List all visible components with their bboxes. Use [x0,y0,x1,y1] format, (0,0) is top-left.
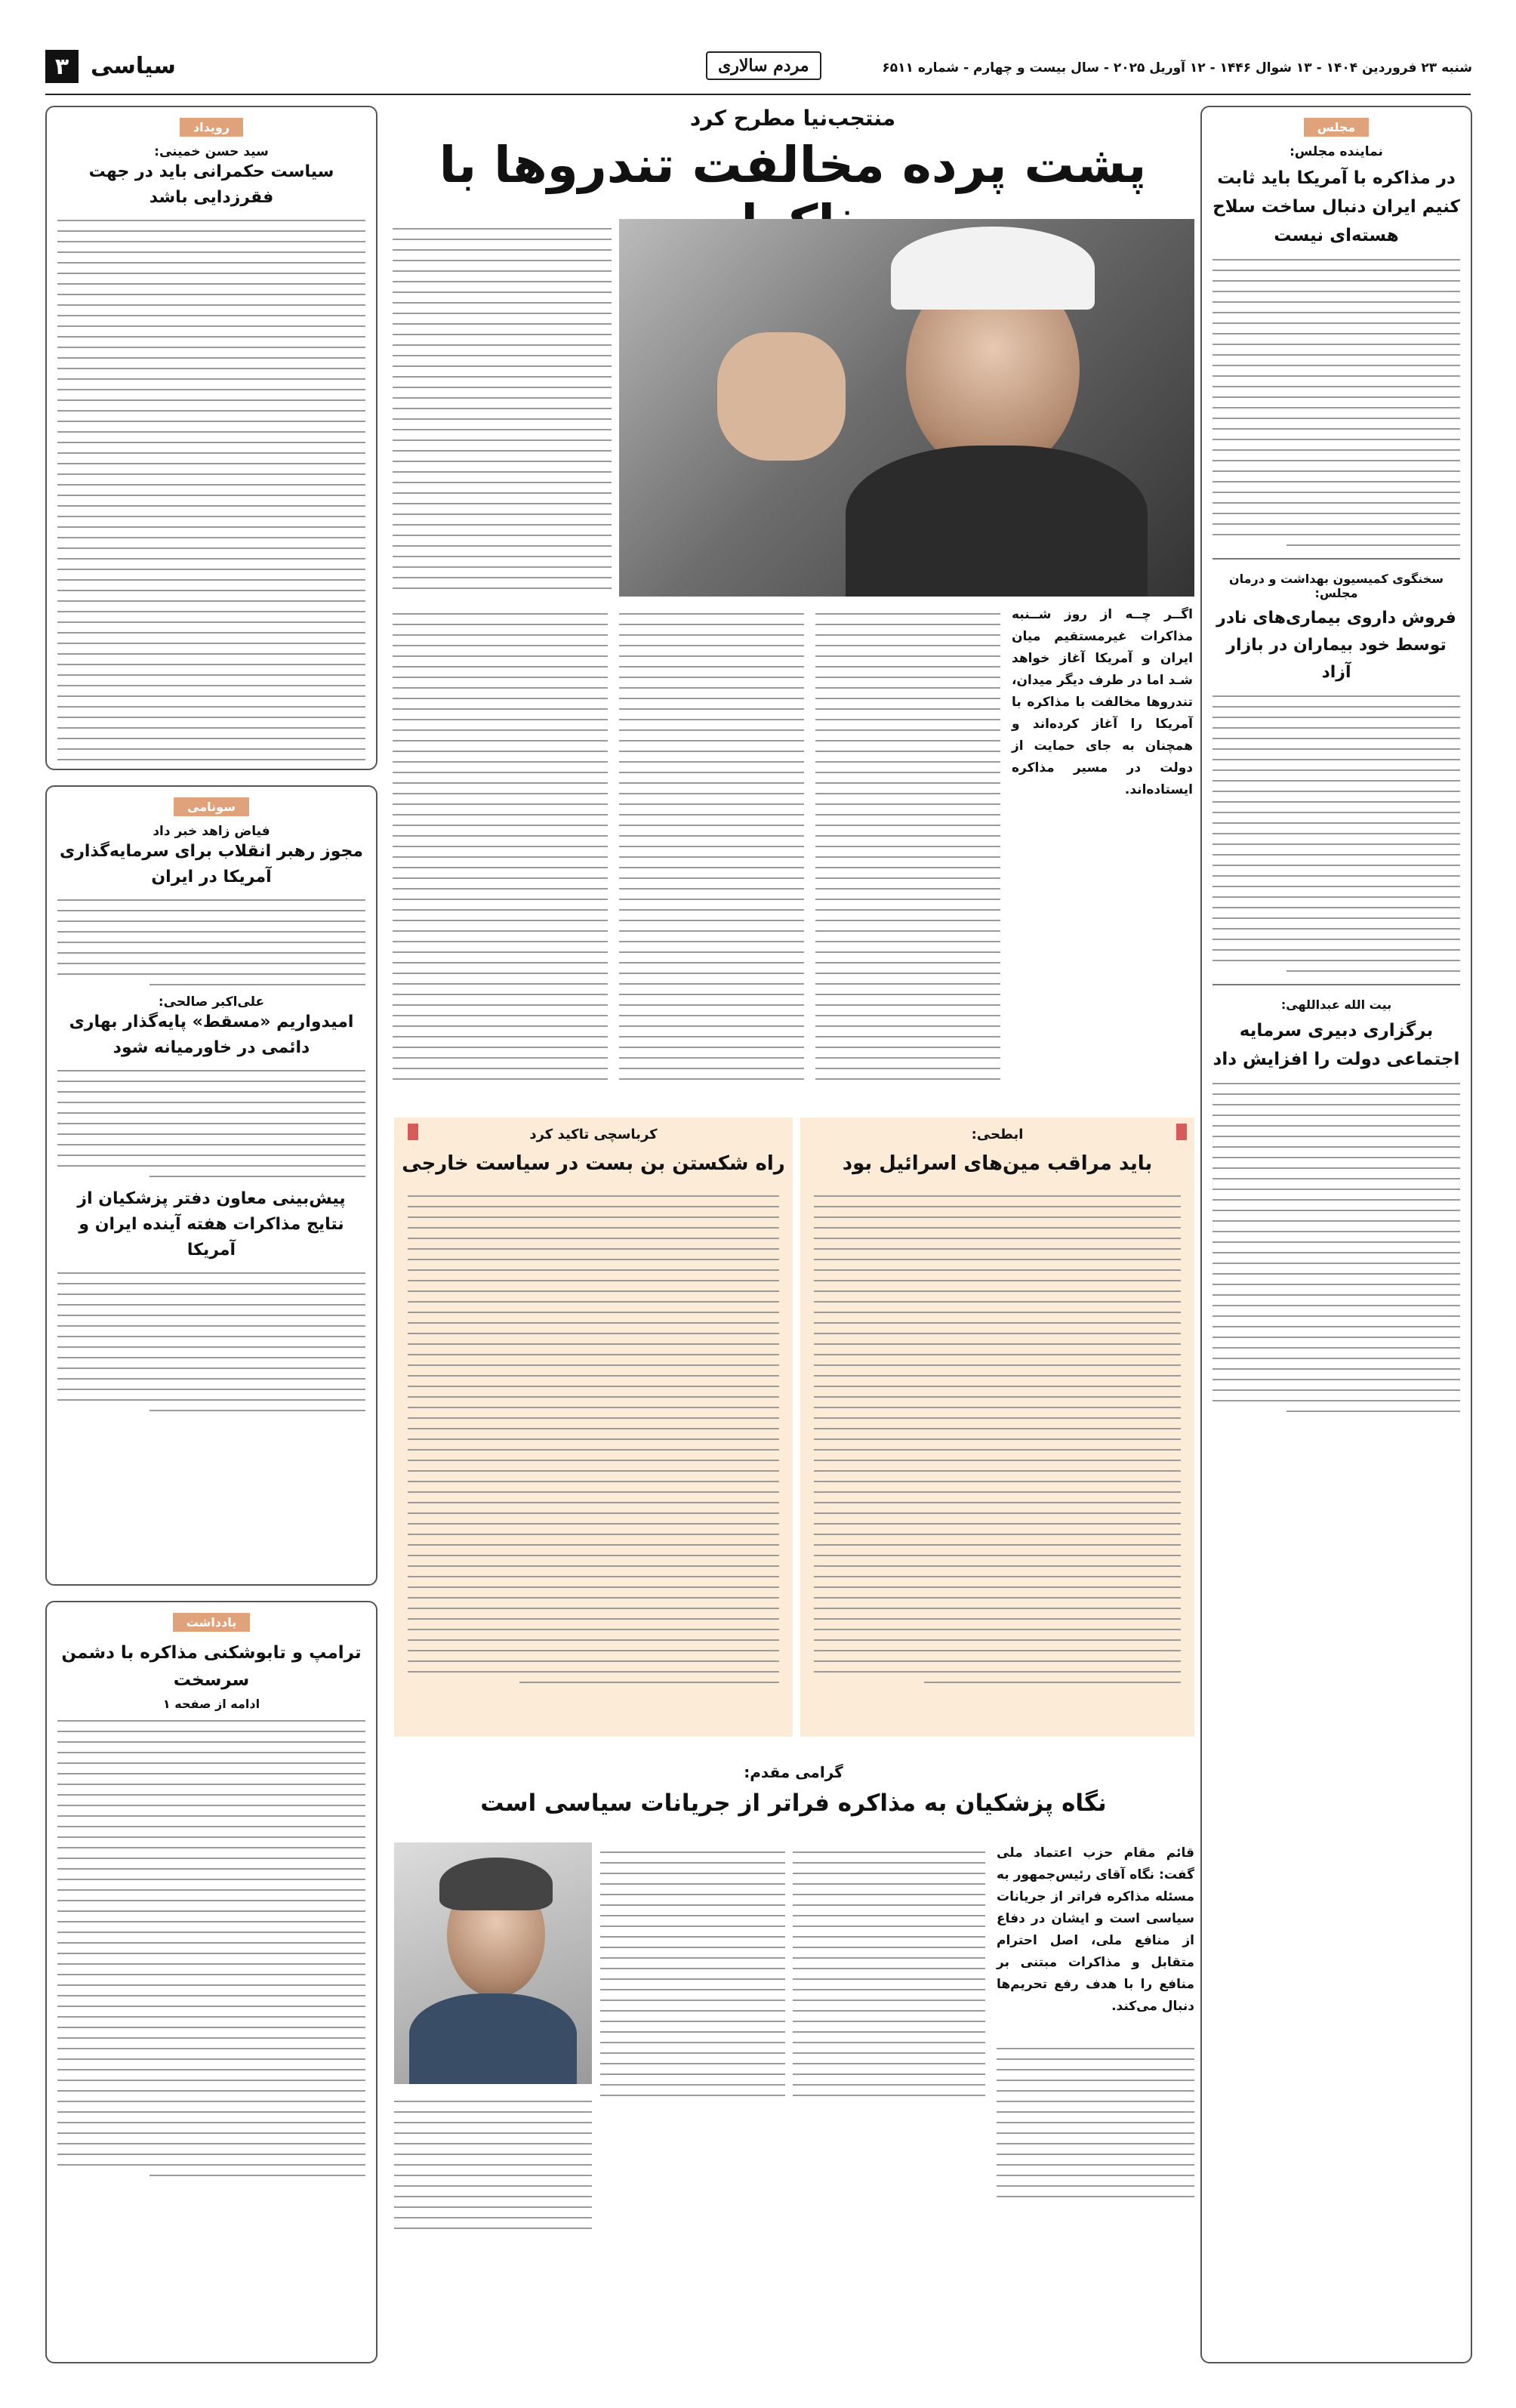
article-headline: امیدواریم «مسقط» پایه‌گذار بهاری دائمی در خاورمیانه شود [69,1013,354,1057]
masthead [45,44,1472,89]
main-kicker: منتجب‌نیا مطرح کرد [689,106,896,131]
article-headline: در مذاکره با آمریکا باید ثابت کنیم ایران دنبال ساخت سلاح هسته‌ای نیست [1212,168,1460,245]
article-body [1212,695,1460,972]
right-column-box [1200,106,1472,2363]
main-photo [619,219,1194,597]
page-number: ۳ [45,50,79,83]
article-mp-nuclear [1212,144,1460,546]
date-line: شنبه ۲۳ فروردین ۱۴۰۴ - ۱۳ شوال ۱۴۴۶ - ۱۲ آوریل ۲۰۲۵ - سال بیست و چهارم - شماره ۶۵۱۱ [882,60,1472,76]
article-social-capital [1212,997,1460,1412]
article-kicker: علی‌اکبر صالحی: [158,994,265,1010]
article-headline: سیاست حکمرانی باید در جهت فقرزدایی باشد [88,162,334,207]
section-tag: مجلس [1304,118,1370,137]
continued-note: ادامه از صفحه ۱ [162,1697,260,1711]
bottom-body-col-2 [793,1842,985,2105]
main-lead: اگــر چــه از روز شــنبه مذاکرات غیرمستقیم میان ایران و آمریکا آغاز خواهد شـد اما در طرف دیگر میدان، تندروها مخالفت با مذاکره با آمریکا را آغاز کرده‌اند و همچنان به جای حمایت از دولت در مسیر مذاکره ایستاده‌اند. [1012,607,1193,797]
bottom-kicker: گرامی مقدم: [744,1763,843,1781]
section-title: سیاسی [91,53,176,79]
bottom-headline: نگاه پزشکیان به مذاکره فراتر از جریانات سیاسی است [480,1790,1107,1817]
sub-story-karbaschi [394,1118,793,1737]
article-headline: فروش داروی بیماری‌های نادر توسط خود بیماران در بازار آزاد [1216,609,1456,682]
article-body [1212,259,1460,546]
left-box-event [45,106,377,770]
sub-story-headline: راه شکستن بن بست در سیاست خارجی [402,1152,785,1175]
bottom-photo [394,1842,592,2084]
red-bullet-icon [1176,1124,1187,1140]
sub-story-kicker: ابطحی: [971,1127,1024,1142]
article-kicker: فیاض زاهد خبر داد [153,824,270,839]
article-headline: پیش‌بینی معاون دفتر پزشکیان از نتایج مذاکرات هفته آینده ایران و آمریکا [77,1189,346,1259]
article-kicker: سخنگوی کمیسیون بهداشت و درمان مجلس: [1228,572,1444,600]
left-box-note [45,1601,377,2363]
sub-story-headline: باید مراقب مین‌های اسرائیل بود [842,1152,1153,1175]
main-body-col-4 [393,604,608,1095]
article-body [1212,1083,1460,1412]
article-kicker: نماینده مجلس: [1290,144,1383,159]
article-health-commission [1212,572,1460,972]
sub-story-abtahi [800,1118,1194,1737]
bottom-lead: قائم مقام حزب اعتماد ملی گفت: نگاه آقای رئیس‌جمهور به مسئله مذاکره فراتر از جریانات سیاسی است و ایشان در دفاع از منافع ملی، اصل احترام متقابل و مذاکرات مبتنی بر منافع را با هدف رفع تحریم‌ها دنبال می‌کند. [997,1845,1194,2014]
article-kicker: سید حسن خمینی: [154,144,269,159]
main-headline: پشت پرده مخالفت تندروها با [439,136,1147,194]
section-tag: یادداشت [173,1613,251,1632]
bottom-body-col-1 [997,2039,1194,2206]
article-headline: ترامپ و تابوشکنی مذاکره با دشمن سرسخت [61,1643,362,1690]
bottom-body-col-3 [600,1842,785,2105]
left-box-tsunami [45,785,377,1586]
newspaper-logo: مردم سالاری [706,51,821,80]
masthead-divider [45,94,1471,95]
sub-story-kicker: کرباسچی تاکید کرد [529,1127,658,1142]
main-body-upper [393,219,612,597]
bottom-body-col-4 [394,2092,592,2238]
article-headline: برگزاری دبیری سرمایه اجتماعی دولت را افزایش داد [1212,1021,1460,1069]
article-kicker: بیت الله عبداللهی: [1280,997,1392,1012]
main-body-col-3 [619,604,804,1095]
red-bullet-icon [408,1124,418,1140]
section-tag: سونامی [174,797,249,816]
main-body-col-2 [815,604,1000,1095]
article-headline: مجوز رهبر انقلاب برای سرمایه‌گذاری آمریکا در ایران [60,842,363,886]
section-tag: رویداد [180,118,243,137]
